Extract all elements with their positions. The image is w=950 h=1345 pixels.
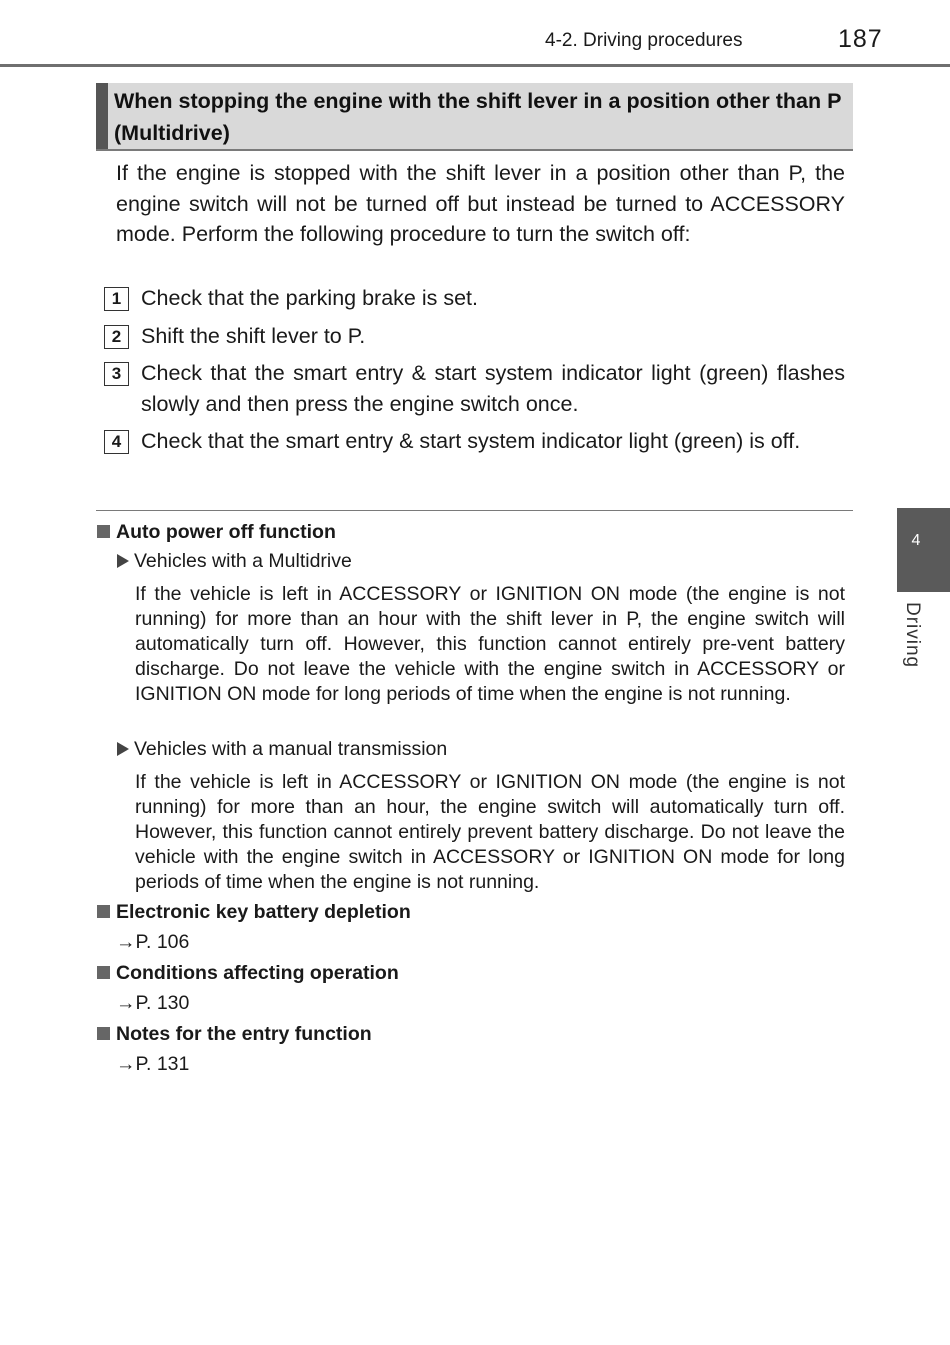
note-heading-key-battery	[97, 901, 411, 924]
chapter-label: Driving	[902, 602, 923, 669]
section-heading-bar	[96, 83, 108, 149]
note-heading-text: Electronic key battery depletion	[116, 901, 411, 923]
note-body-multidrive: If the vehicle is left in ACCESSORY or IGNITION ON mode (the engine is not running) for more than an hour with the shift lever in P, the engine switch will automatically turn off. However, this function cannot entirely pre-vent battery discharge. Do not leave the vehicle with the engine switch in ACCESSORY or IGNITION ON mode for long periods of time when the engine is not running.	[135, 583, 845, 705]
subheading-manual-transmission	[117, 738, 447, 761]
square-bullet-icon	[97, 966, 110, 979]
note-body-manual: If the vehicle is left in ACCESSORY or IGNITION ON mode (the engine is not running) for more than an hour, the engine switch will automatically turn off. However, this function cannot entirely prevent battery discharge. Do not leave the vehicle with the engine switch in ACCESSORY or IGNITION ON mode for long periods of time when the engine is not running.	[135, 771, 845, 893]
subheading-text: Vehicles with a manual transmission	[134, 738, 448, 760]
step-number-box: 2	[104, 325, 129, 349]
section-title: When stopping the engine with the shift lever in a position other than P (Multidrive)	[114, 89, 842, 145]
step-number-box: 1	[104, 287, 129, 311]
note-heading-auto-power-off	[97, 521, 336, 544]
note-heading-text: Auto power off function	[116, 521, 336, 543]
triangle-bullet-icon	[117, 554, 129, 568]
page-reference[interactable]: →P. 106	[116, 931, 190, 953]
intro-paragraph: If the engine is stopped with the shift lever in a position other than P, the engine switch will not be turned off but instead be turned to ACCESSORY mode. Perform the following procedure to turn the switch off:	[116, 161, 845, 246]
step-number-box: 4	[104, 430, 129, 454]
section-heading-box	[96, 83, 853, 151]
step-text: Check that the smart entry & start system indicator light (green) flashes slowly and then press the engine switch once.	[141, 361, 845, 416]
note-heading-conditions	[97, 962, 399, 985]
header-divider	[0, 64, 950, 67]
chapter-number: 4	[911, 532, 921, 549]
note-heading-text: Conditions affecting operation	[116, 962, 399, 984]
step-number-box: 3	[104, 362, 129, 386]
chapter-tab[interactable]	[897, 508, 950, 592]
square-bullet-icon	[97, 905, 110, 918]
page-number: 187	[838, 25, 883, 53]
square-bullet-icon	[97, 525, 110, 538]
subheading-multidrive	[117, 550, 352, 573]
subheading-text: Vehicles with a Multidrive	[134, 550, 352, 572]
notes-divider	[96, 510, 853, 511]
note-heading-entry-function	[97, 1023, 372, 1046]
page-reference[interactable]: →P. 131	[116, 1053, 190, 1075]
square-bullet-icon	[97, 1027, 110, 1040]
step-text: Check that the smart entry & start system indicator light (green) is off.	[141, 429, 801, 453]
note-heading-text: Notes for the entry function	[116, 1023, 372, 1045]
triangle-bullet-icon	[117, 742, 129, 756]
step-text: Check that the parking brake is set.	[141, 286, 479, 310]
page-reference[interactable]: →P. 130	[116, 992, 190, 1014]
step-text: Shift the shift lever to P.	[141, 324, 366, 348]
running-header-section: 4-2. Driving procedures	[545, 30, 743, 51]
